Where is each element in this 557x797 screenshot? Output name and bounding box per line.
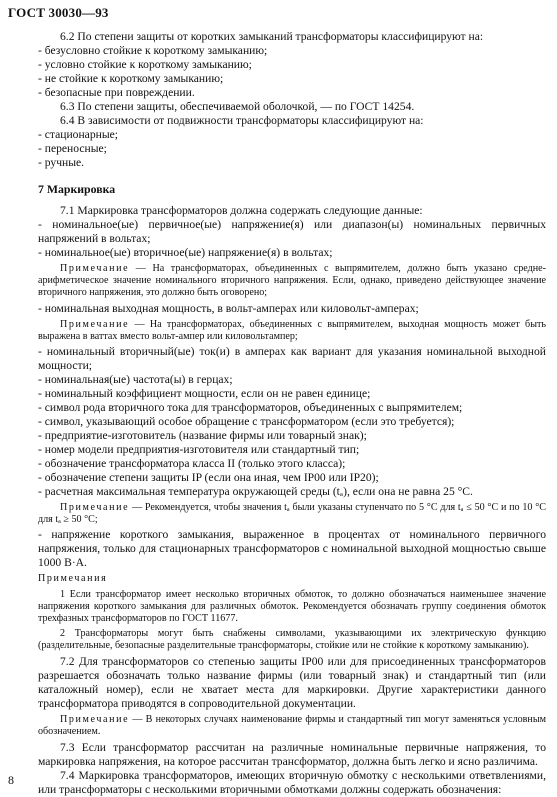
note-paragraph	[38, 502, 546, 526]
paragraph-text: - безусловно стойкие к короткому замыканию;	[38, 44, 268, 57]
text-paragraph	[38, 128, 546, 142]
paragraph-text: 6.4 В зависимости от подвижности трансформаторы классифицируют на:	[60, 114, 424, 127]
paragraph-text: - безопасные при повреждении.	[38, 86, 195, 99]
page-number: 8	[8, 773, 14, 787]
paragraph-text: - номер модели предприятия-изготовителя или стандартный тип;	[38, 443, 360, 457]
note-label: Примечания	[38, 573, 108, 585]
paragraph-text: 7.1 Маркировка трансформаторов должна содержать следующие данные:	[60, 204, 423, 217]
paragraph-text: — На трансформаторах, объединенных с выпрямителем, выходная мощность может быть выражена в ваттах вместо вольт-ампер или киловольтампер;	[38, 318, 546, 342]
text-paragraph	[38, 528, 546, 570]
note-paragraph	[38, 628, 546, 652]
text-paragraph	[38, 373, 546, 387]
text-paragraph	[38, 114, 546, 128]
note-paragraph	[38, 263, 546, 300]
paragraph-text: - не стойкие к короткому замыканию;	[38, 72, 224, 85]
paragraph-text: 7.2 Для трансформаторов со степенью защиты IP00 или для присоединенных трансформаторов разрешается обозначать только название фирмы (или товарный знак) и стандартный тип (или каталожный номер), если не хватает места для маркировки. Другие характеристики данного трансформатора приводятся в сопроводительной документации.	[38, 654, 546, 710]
paragraph-text: - номинальный вторичный(ые) ток(и) в амперах как вариант для указания номинальной выходной мощности;	[38, 345, 546, 373]
paragraph-text: — В некоторых случаях наименование фирмы и стандартный тип могут заменяться условным обозначением.	[38, 713, 546, 737]
paragraph-text: - символ, указывающий особое обращение с трансформатором (если это требуется);	[38, 415, 455, 429]
paragraph-text: — Рекомендуется, чтобы значения tₐ были указаны ступенчато по 5 °C для tₐ ≤ 50 °C и по 10 °C для tₐ ≥ 50 °C;	[38, 502, 546, 526]
paragraph-text: - номинальная выходная мощность, в вольт-амперах или киловольт-амперах;	[38, 301, 419, 315]
text-paragraph	[38, 485, 546, 499]
text-paragraph	[38, 72, 546, 86]
note-label: Примечание	[60, 502, 130, 514]
text-paragraph	[38, 769, 546, 797]
text-paragraph	[38, 401, 546, 415]
text-paragraph	[38, 86, 546, 100]
text-paragraph	[38, 44, 546, 58]
note-label: Примечание	[60, 263, 130, 274]
text-paragraph	[38, 58, 546, 72]
paragraph-text: - напряжение короткого замыкания, выраженное в процентах от номинального первичного напряжения, только для стационарных трансформаторов с номинальной выходной мощностью свыше 1000 В·А.	[38, 528, 546, 570]
paragraph-text: 2 Трансформаторы могут быть снабжены символами, указывающими их электрическую функцию (разделительные, безопасные разделительные трансформаторы, стойкие или не стойкие к короткому замыканию).	[38, 628, 546, 652]
paragraph-text: - ручные.	[38, 156, 85, 169]
paragraph-text: - расчетная максимальная температура окружающей среды (tₐ), если она не равна 25 °C.	[38, 485, 473, 499]
note-paragraph	[38, 573, 546, 585]
paragraph-text: - условно стойкие к короткому замыканию;	[38, 58, 252, 71]
paragraph-text: 1 Если трансформатор имеет несколько вторичных обмоток, то должно обозначаться наименьшее значение напряжения короткого замыкания для различных обмоток. Рекомендуется обозначать группу соединения обмоток трехфазных трансформаторов по ГОСТ 11677.	[38, 588, 546, 625]
text-paragraph	[38, 302, 546, 316]
note-label: Примечание	[60, 318, 130, 330]
text-paragraph	[38, 655, 546, 711]
paragraph-text: 6.3 По степени защиты, обеспечиваемой оболочкой, — по ГОСТ 14254.	[60, 100, 415, 113]
paragraph-text: - переносные;	[38, 142, 107, 155]
text-paragraph	[38, 387, 546, 401]
paragraph-text: - обозначение степени защиты IP (если она иная, чем IP00 или IP20);	[38, 471, 379, 485]
paragraph-text: — На трансформаторах, объединенных с выпрямителем, должно быть указано средне-арифметическое значение номинального вторичного напряжения. Если, однако, приведено действующее значение вторичного напряжения, это должно быть оговорено;	[38, 263, 546, 299]
text-paragraph	[38, 443, 546, 457]
text-paragraph	[38, 142, 546, 156]
paragraph-text: - символ рода вторичного тока для трансформаторов, объединенных с выпрямителем;	[38, 401, 463, 415]
paragraph-text: 7 Маркировка	[38, 182, 116, 196]
text-paragraph	[38, 204, 546, 218]
text-paragraph	[38, 741, 546, 769]
text-paragraph	[38, 471, 546, 485]
paragraph-text: - обозначение трансформатора класса II (только этого класса);	[38, 457, 346, 471]
section-heading	[38, 182, 546, 196]
note-paragraph	[38, 714, 546, 738]
text-paragraph	[38, 218, 546, 246]
note-paragraph	[38, 319, 546, 343]
text-paragraph	[38, 345, 546, 373]
note-paragraph	[38, 589, 546, 626]
text-paragraph	[38, 457, 546, 471]
note-label: Примечание	[60, 713, 130, 725]
paragraph-text: - номинальное(ые) вторичное(ые) напряжение(я) в вольтах;	[38, 246, 333, 259]
paragraph-text: 6.2 По степени защиты от коротких замыканий трансформаторы классифицируют на:	[60, 30, 484, 43]
paragraph-text: - номинальное(ые) первичное(ые) напряжение(я) или диапазон(ы) номинальных первичных напряжений в вольтах;	[38, 218, 546, 245]
paragraph-text: - предприятие-изготовитель (название фирмы или товарный знак);	[38, 429, 367, 443]
text-paragraph	[38, 415, 546, 429]
text-paragraph	[38, 30, 546, 44]
paragraph-text: - номинальная(ые) частота(ы) в герцах;	[38, 373, 233, 387]
paragraph-text: 7.4 Маркировка трансформаторов, имеющих вторичную обмотку с несколькими ответвлениями, или трансформаторы с несколькими вторичными обмотками должны содержать обозначения:	[38, 769, 546, 797]
text-paragraph	[38, 246, 546, 260]
text-paragraph	[38, 100, 546, 114]
page-header: ГОСТ 30030—93	[8, 5, 109, 20]
text-paragraph	[38, 156, 546, 170]
paragraph-text: - стационарные;	[38, 128, 118, 141]
text-paragraph	[38, 429, 546, 443]
paragraph-text: - номинальный коэффициент мощности, если он не равен единице;	[38, 387, 371, 401]
document-body	[38, 30, 546, 797]
paragraph-text: 7.3 Если трансформатор рассчитан на различные номинальные первичные напряжения, то маркировка напряжения, на которое рассчитан трансформатор, должна быть легко и ясно различима.	[38, 741, 546, 769]
